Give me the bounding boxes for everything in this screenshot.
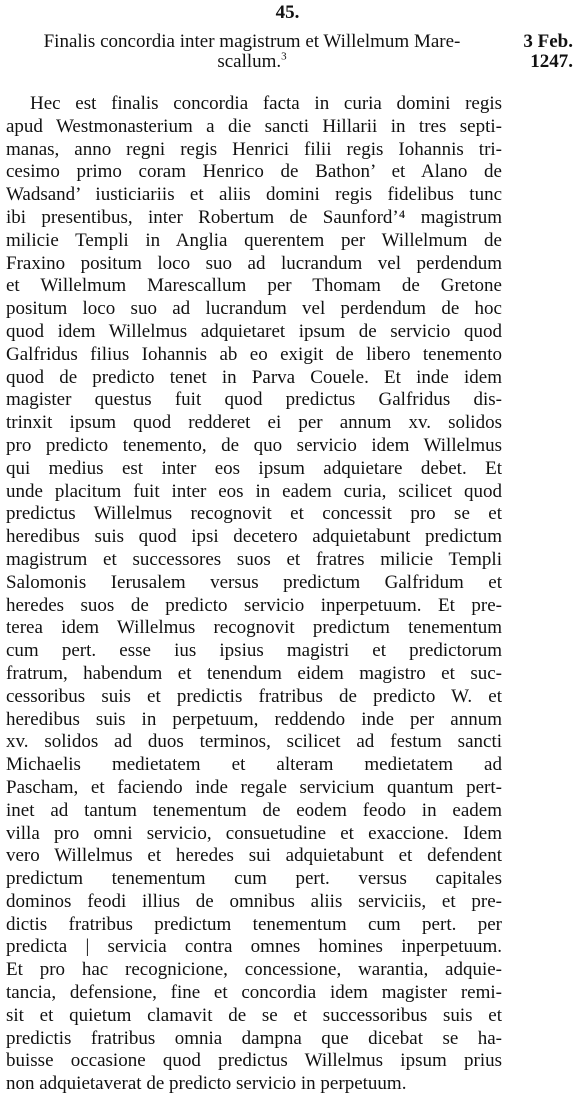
body-line: tancia, defensione, fine et concordia idem magister remi- [6, 982, 502, 1004]
body-text [6, 93, 502, 1096]
body-line: milicie Templi in Anglia querentem per Willelmum de [6, 229, 502, 251]
body-line: predictus Willelmus recognovit et concessit pro se et [6, 503, 502, 525]
body-line: unde placitum fuit inter eos in eadem curia, scilicet quod [6, 480, 502, 502]
body-line: buisse occasione quod predictus Willelmus ipsum prius [6, 1050, 502, 1072]
body-line: apud Westmonasterium a die sancti Hillarii in tres septi- [6, 115, 502, 137]
body-line: Salomonis Ierusalem versus predictum Galfridum et [6, 571, 502, 593]
body-line: Michaelis medietatem et alteram medietatem ad [6, 754, 502, 776]
footnote-marker: 3 [281, 50, 287, 63]
heading-line-2: scallum. [217, 51, 282, 72]
body-line: manas, anno regni regis Henrici filii regis Iohannis tri- [6, 138, 502, 160]
body-line: vero Willelmus et heredes sui adquietabunt et defendent [6, 845, 502, 867]
date-day: 3 Feb. [523, 31, 573, 52]
body-line: pro predicto tenemento, de quo servicio idem Willelmus [6, 434, 502, 456]
body-line: non adquietaverat de predicto servicio in perpetuum. [6, 1073, 407, 1095]
body-line: quod idem Willelmus adquietaret ipsum de servicio quod [6, 320, 502, 342]
body-line: Hec est finalis concordia facta in curia domini regis [30, 93, 502, 114]
body-line: heredibus suis quod ipsi decetero adquietabunt predictum [6, 526, 502, 548]
body-line: fratrum, habendum et tenendum eidem magistro et suc- [6, 662, 502, 684]
body-line: Wadsand’ iusticiariis et aliis domini regis fidelibus tunc [6, 184, 502, 206]
body-line: heredibus suis in perpetuum, reddendo inde per annum [6, 708, 502, 730]
body-line: Pascham, et faciendo inde regale servicium quantum pert- [6, 776, 502, 798]
date-year: 1247. [530, 51, 573, 72]
body-line: predictis fratribus omnia dampna que dicebat se ha- [6, 1027, 502, 1049]
body-line: terea idem Willelmus recognovit predictum tenementum [6, 617, 502, 639]
body-line: qui medius est inter eos ipsum adquietare debet. Et [6, 457, 502, 479]
body-line: predicta | servicia contra omnes homines inperpetuum. [6, 936, 502, 958]
body-line: ibi presentibus, inter Robertum de Saunford’⁴ magistrum [6, 206, 502, 228]
body-line: quod de predicto tenet in Parva Couele. Et inde idem [6, 366, 502, 388]
body-line: Galfridus filius Iohannis ab eo exigit de libero tenemento [6, 343, 502, 365]
document-heading [4, 32, 500, 72]
body-line: trinxit ipsum quod redderet ei per annum xv. solidos [6, 412, 502, 434]
body-line: Et pro hac recognicione, concessione, warantia, adquie- [6, 959, 502, 981]
body-line: Fraxino positum loco suo ad lucrandum vel perdendum [6, 252, 502, 274]
body-line: cessoribus suis et predictis fratribus de predicto W. et [6, 685, 502, 707]
body-line: cum pert. esse ius ipsius magistri et predictorum [6, 640, 502, 662]
document-number: 45. [275, 2, 300, 23]
body-line: sit et quietum clamavit de se et successoribus suis et [6, 1004, 502, 1026]
body-line: inet ad tantum tenementum de eodem feodo in eadem [6, 799, 502, 821]
body-line: predictum tenementum cum pert. versus capitales [6, 868, 502, 890]
body-line: magistrum et successores suos et fratres milicie Templi [6, 548, 502, 570]
body-line: heredes suos de predicto servicio inperpetuum. Et pre- [6, 594, 502, 616]
body-line: villa pro omni servicio, consuetudine et exaccione. Idem [6, 822, 502, 844]
body-line: xv. solidos ad duos terminos, scilicet ad festum sancti [6, 731, 502, 753]
body-line: positum loco suo ad lucrandum vel perdendum de hoc [6, 298, 502, 320]
body-line: dominos feodi illius de omnibus aliis serviciis, et pre- [6, 890, 502, 912]
heading-line-1: Finalis concordia inter magistrum et Willelmum Mare- [43, 31, 461, 52]
body-line: cesimo primo coram Henrico de Bathon’ et Alano de [6, 161, 502, 183]
document-date [508, 32, 573, 72]
body-line: magister questus fuit quod predictus Galfridus dis- [6, 389, 502, 411]
body-line: dictis fratribus predictum tenementum cum pert. per [6, 913, 502, 935]
body-line: et Willelmum Marescallum per Thomam de Gretone [6, 275, 502, 297]
